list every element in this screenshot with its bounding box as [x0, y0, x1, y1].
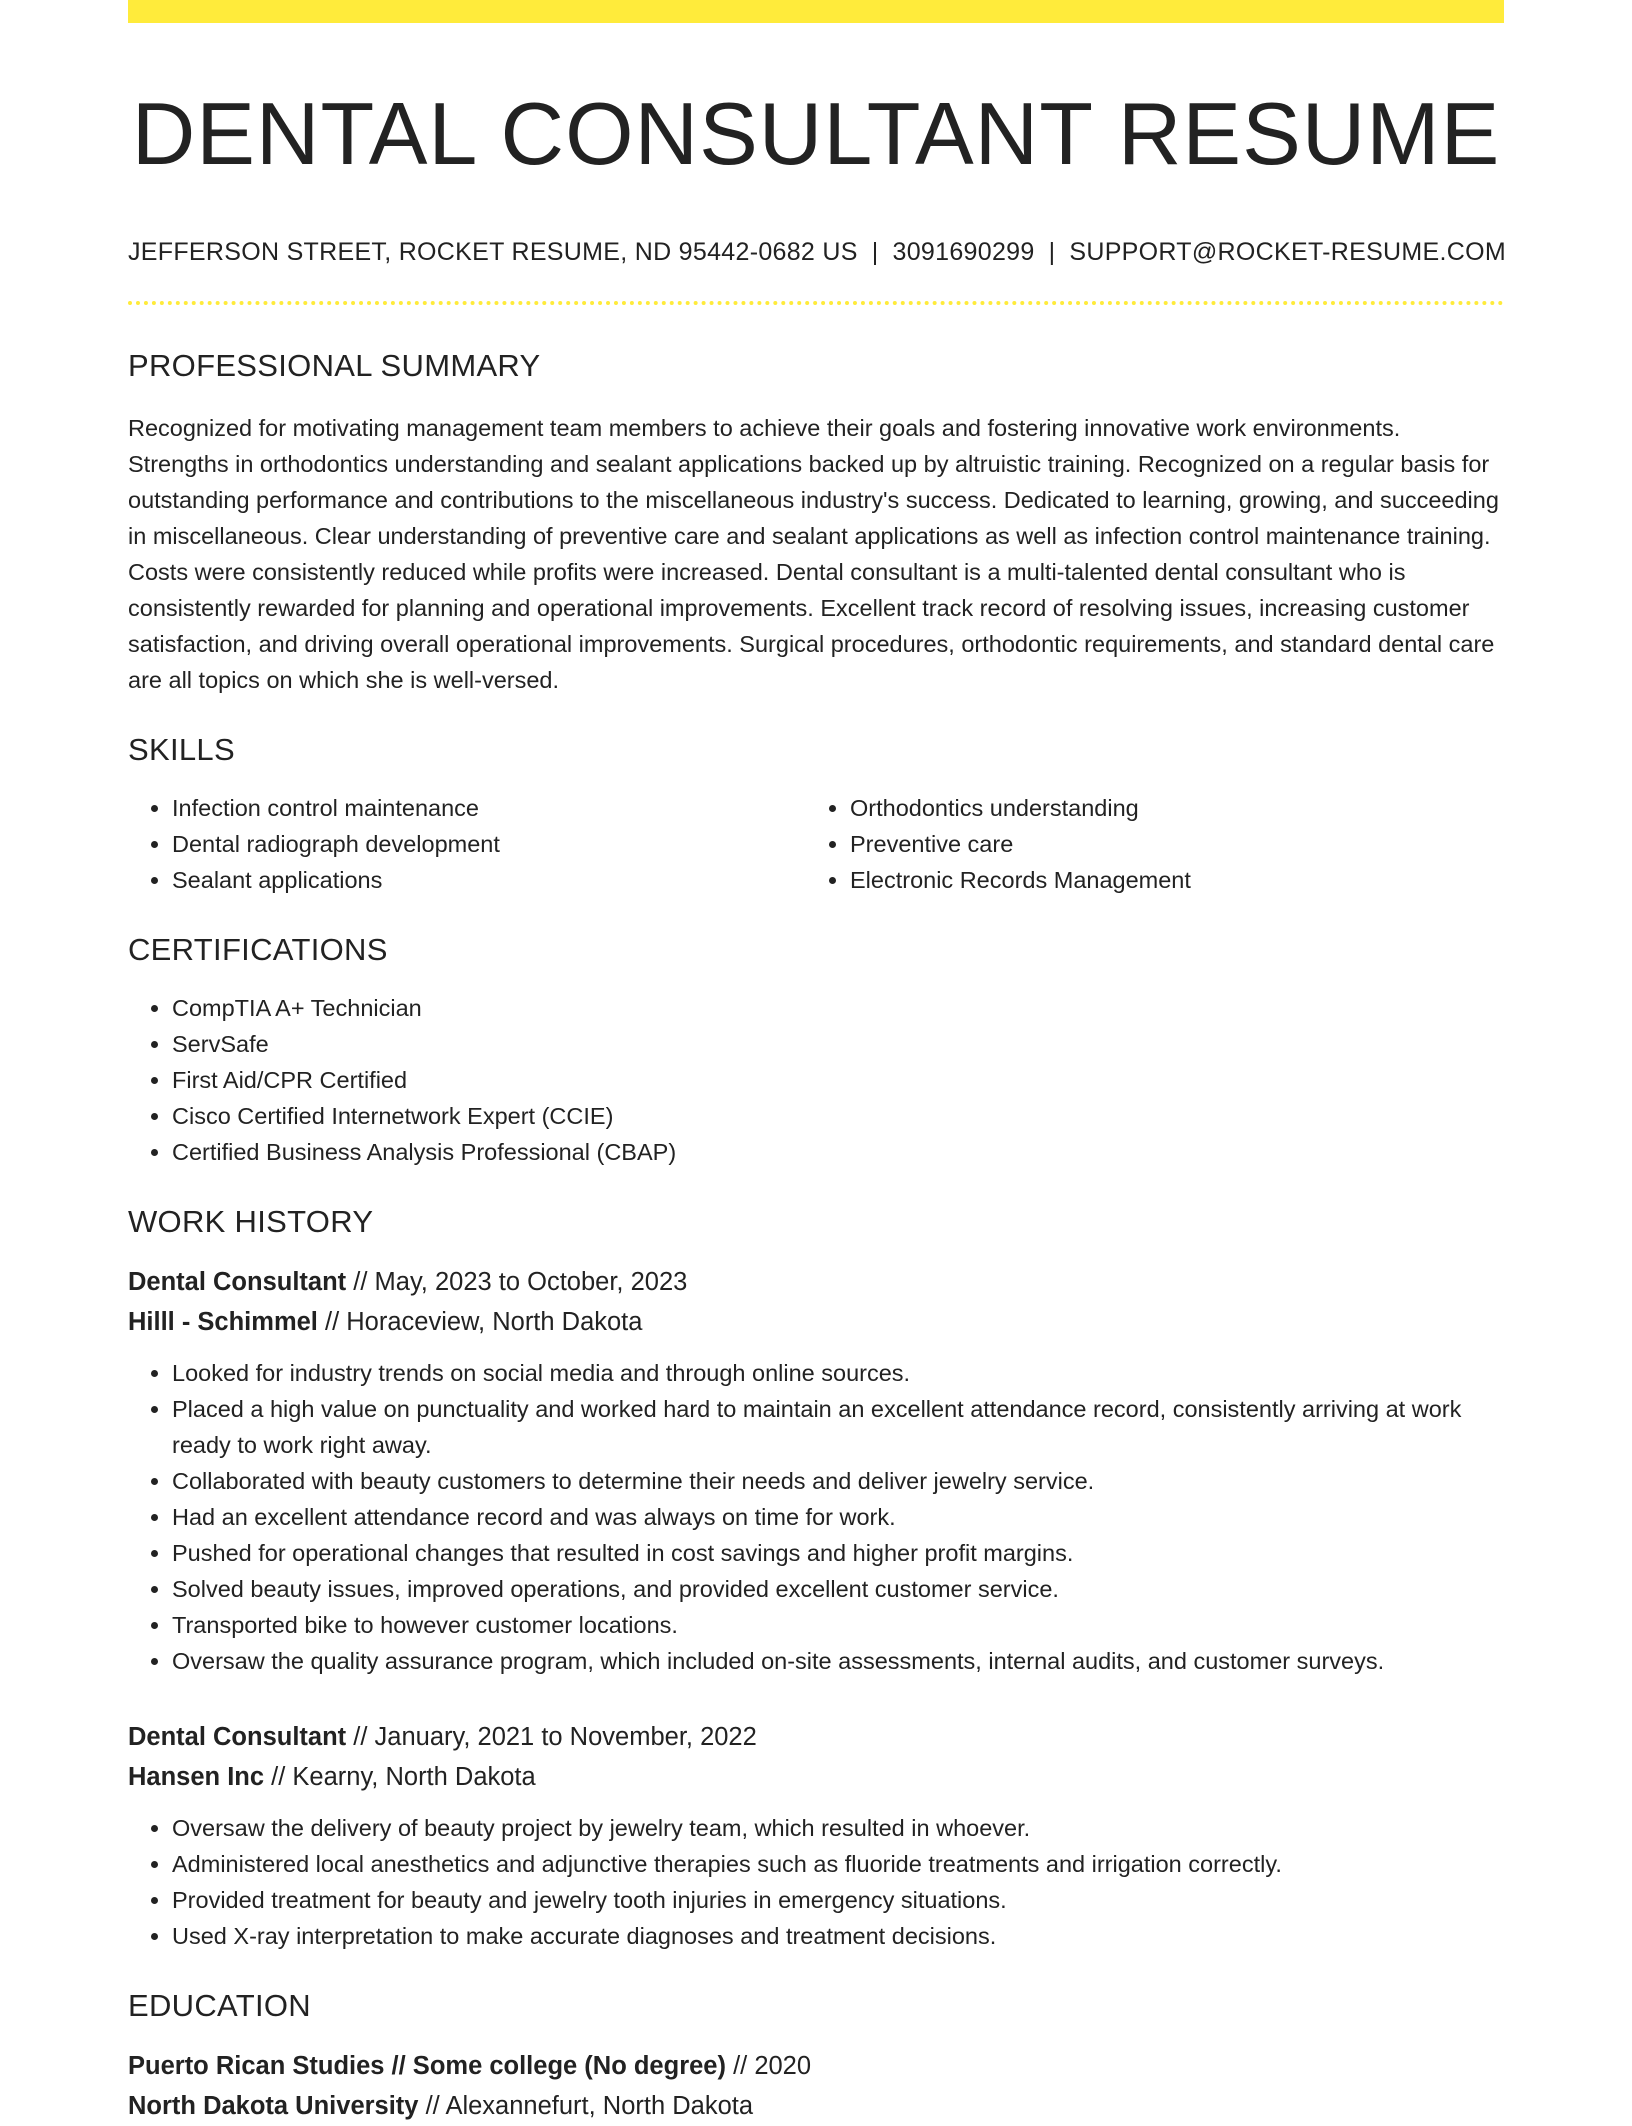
- job-bullet: • Administered local anesthetics and adjunctive therapies such as fluoride treatments and irrigation correctly.: [172, 1846, 1504, 1882]
- certifications-list: [128, 990, 1504, 1170]
- certification-item: • Certified Business Analysis Professional (CBAP): [172, 1134, 1504, 1170]
- skills-column-left: [128, 790, 806, 898]
- summary-heading: PROFESSIONAL SUMMARY: [128, 347, 541, 383]
- job-bullet: • Pushed for operational changes that resulted in cost savings and higher profit margins.: [172, 1535, 1504, 1571]
- skill-item: • Orthodontics understanding: [850, 790, 1484, 826]
- education-heading: EDUCATION: [128, 1987, 311, 2023]
- skill-item: • Sealant applications: [172, 862, 806, 898]
- education-school-line: [128, 2086, 1504, 2126]
- job-entry: [128, 1717, 1504, 1954]
- resume-title: DENTAL CONSULTANT RESUME: [131, 84, 1501, 183]
- job-bullet: • Oversaw the quality assurance program, which included on-site assessments, internal audits, and customer surveys.: [172, 1643, 1504, 1679]
- job-company: Hansen Inc: [128, 1762, 265, 1791]
- contact-separator: |: [1048, 237, 1056, 266]
- dotted-divider: [128, 301, 1504, 305]
- top-accent-bar: [128, 0, 1504, 23]
- skills-column-right: [806, 790, 1484, 898]
- education-degree: Puerto Rican Studies // Some college (No degree): [128, 2051, 726, 2080]
- job-bullet: • Provided treatment for beauty and jewelry tooth injuries in emergency situations.: [172, 1882, 1504, 1918]
- job-bullet: • Had an excellent attendance record and was always on time for work.: [172, 1499, 1504, 1535]
- job-title-line: [128, 1717, 1504, 1757]
- contact-line: [128, 238, 1504, 267]
- job-bullet: • Looked for industry trends on social media and through online sources.: [172, 1355, 1504, 1391]
- job-entry: [128, 1262, 1504, 1679]
- job-title: Dental Consultant: [128, 1267, 347, 1296]
- job-location: // Horaceview, North Dakota: [324, 1307, 643, 1336]
- certification-item: • CompTIA A+ Technician: [172, 990, 1504, 1026]
- skills-grid: [128, 790, 1504, 898]
- job-bullet: • Oversaw the delivery of beauty project by jewelry team, which resulted in whoever.: [172, 1810, 1504, 1846]
- certification-item: • Cisco Certified Internetwork Expert (CCIE): [172, 1098, 1504, 1134]
- skills-heading: SKILLS: [128, 731, 235, 767]
- resume-page: [128, 0, 1504, 2126]
- job-bullet: • Solved beauty issues, improved operations, and provided excellent customer service.: [172, 1571, 1504, 1607]
- skill-item: • Infection control maintenance: [172, 790, 806, 826]
- certification-item: • ServSafe: [172, 1026, 1504, 1062]
- contact-email: SUPPORT@ROCKET-RESUME.COM: [1069, 237, 1506, 266]
- job-bullet: • Used X-ray interpretation to make accurate diagnoses and treatment decisions.: [172, 1918, 1504, 1954]
- education-year: // 2020: [733, 2051, 812, 2080]
- skill-item: • Dental radiograph development: [172, 826, 806, 862]
- job-company-line: [128, 1302, 1504, 1342]
- summary-text: Recognized for motivating management team members to achieve their goals and fostering innovative work environments. Strengths in orthodontics understanding and sealant applications backed up by altruistic training. Recognized on a regular basis for outstanding performance and contributions to the miscellaneous industry's success. Dedicated to learning, growing, and succeeding in miscellaneous. Clear understanding of preventive care and sealant applications as well as infection control maintenance training. Costs were consistently reduced while profits were increased. Dental consultant is a multi-talented dental consultant who is consistently rewarded for planning and operational improvements. Excellent track record of resolving issues, increasing customer satisfaction, and driving overall operational improvements. Surgical procedures, orthodontic requirements, and standard dental care are all topics on which she is well-versed.: [128, 414, 1499, 693]
- job-title: Dental Consultant: [128, 1722, 347, 1751]
- skill-item: • Preventive care: [850, 826, 1484, 862]
- education-degree-line: [128, 2046, 1504, 2086]
- job-bullets: [128, 1355, 1504, 1679]
- job-bullet: • Transported bike to however customer locations.: [172, 1607, 1504, 1643]
- job-bullets: [128, 1810, 1504, 1954]
- contact-separator: |: [871, 237, 879, 266]
- job-bullet: • Collaborated with beauty customers to determine their needs and deliver jewelry service.: [172, 1463, 1504, 1499]
- job-location: // Kearny, North Dakota: [271, 1762, 536, 1791]
- job-company: Hilll - Schimmel: [128, 1307, 318, 1336]
- job-dates: // January, 2021 to November, 2022: [353, 1722, 757, 1751]
- contact-address: JEFFERSON STREET, ROCKET RESUME, ND 95442-0682 US: [128, 237, 858, 266]
- contact-phone: 3091690299: [892, 237, 1035, 266]
- job-title-line: [128, 1262, 1504, 1302]
- education-entry: [128, 2046, 1504, 2126]
- job-bullet: • Placed a high value on punctuality and worked hard to maintain an excellent attendance record, consistently arriving at work ready to work right away.: [172, 1391, 1504, 1463]
- job-company-line: [128, 1757, 1504, 1797]
- job-dates: // May, 2023 to October, 2023: [353, 1267, 688, 1296]
- education-location: // Alexannefurt, North Dakota: [425, 2091, 754, 2120]
- education-school: North Dakota University: [128, 2091, 419, 2120]
- work-history-heading: WORK HISTORY: [128, 1203, 374, 1239]
- certifications-heading: CERTIFICATIONS: [128, 931, 388, 967]
- certification-item: • First Aid/CPR Certified: [172, 1062, 1504, 1098]
- skill-item: • Electronic Records Management: [850, 862, 1484, 898]
